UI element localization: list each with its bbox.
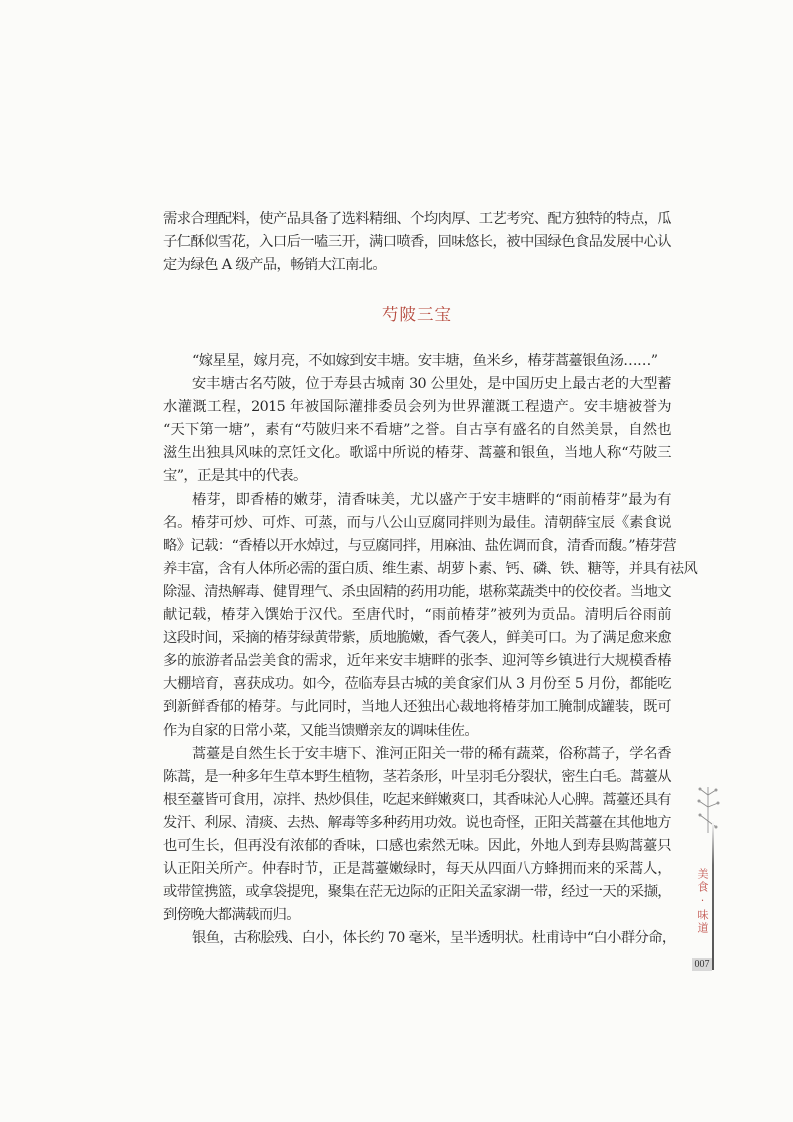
page-number: 007	[692, 958, 712, 971]
text-line: 滋生出独具风味的烹饪文化。歌谣中所说的椿芽、蒿薹和银鱼，当地人称“芍陂三	[163, 445, 671, 462]
folk-song-quote: “嫁星星，嫁月亮，不如嫁到安丰塘。安丰塘，鱼米乡，椿芽蒿薹银鱼汤……”	[192, 353, 658, 369]
text-line: 多的旅游者品尝美食的需求，近年来安丰塘畔的张李、迎河等乡镇进行大规模香椿	[163, 653, 671, 670]
text-line: 需求合理配料，使产品具备了选料精细、个均肉厚、工艺考究、配方独特的特点，瓜	[163, 211, 671, 227]
text-line: 定为绿色 A 级产品，畅销大江南北。	[163, 257, 387, 274]
text-line: 蒿薹是自然生长于安丰塘下、淮河正阳关一带的稀有蔬菜，俗称蒿子，学名香	[192, 745, 671, 762]
text-line: 安丰塘古名芍陂，位于寿县古城南 30 公里处，是中国历史上最古老的大型蓄	[192, 376, 671, 393]
text-line: 银鱼，古称脍残、白小，体长约 70 毫米，呈半透明状。杜甫诗中“白小群分命，	[192, 930, 676, 947]
section-side-tab: 美食·味道	[696, 868, 709, 935]
paragraph	[163, 373, 671, 488]
text-line: 到新鲜香郁的椿芽。与此同时，当地人还独出心裁地将椿芽加工腌制成罐装，既可	[163, 699, 671, 716]
paragraph	[163, 489, 698, 743]
text-line: 作为自家的日常小菜，又能当馈赠亲友的调味佳佐。	[163, 722, 479, 739]
text-line: 也可生长，但再没有浓郁的香味，口感也索然无味。因此，外地人到寿县购蒿薹只	[163, 837, 671, 854]
text-line: 除湿、清热解毒、健胃理气、杀虫固精的药用功能，堪称菜蔬类中的佼佼者。当地文	[163, 583, 671, 600]
text-line: 献记载，椿芽入馔始于汉代。至唐代时，“雨前椿芽”被列为贡品。清明后谷雨前	[163, 607, 671, 624]
text-line: 水灌溉工程，2015 年被国际灌排委员会列为世界灌溉工程遗产。安丰塘被誉为	[163, 399, 671, 416]
text-line: 认正阳关所产。仲春时节，正是蒿薹嫩绿时，每天从四面八方蜂拥而来的采蒿人，	[163, 861, 671, 878]
text-line: 养丰富，含有人体所必需的蛋白质、维生素、胡萝卜素、钙、磷、铁、糖等，并具有祛风	[163, 560, 698, 577]
text-line: 根至薹皆可食用，凉拌、热炒俱佳，吃起来鲜嫩爽口，其香味沁人心脾。蒿薹还具有	[163, 791, 671, 808]
text-line: 大棚培育，喜获成功。如今，莅临寿县古城的美食家们从 3 月份至 5 月份，都能吃	[163, 676, 671, 693]
margin-divider	[712, 820, 714, 970]
paragraph	[163, 927, 676, 950]
text-line: 这段时间，采摘的椿芽绿黄带紫，质地脆嫩，香气袭人，鲜美可口。为了满足愈来愈	[163, 630, 671, 647]
text-line: 发汗、利尿、清痰、去热、解毒等多种药用功效。说也奇怪，正阳关蒿薹在其他地方	[163, 814, 671, 831]
paragraph	[163, 743, 671, 928]
text-line: 宝”，正是其中的代表。	[163, 468, 307, 485]
section-body	[163, 350, 698, 950]
text-line: 名。椿芽可炒、可炸、可蒸，而与八公山豆腐同拌则为最佳。清朝薛宝辰《素食说	[163, 514, 671, 531]
text-line: 或带筐携篮，或拿袋提兜，聚集在茫无边际的正阳关孟家湖一带，经过一天的采撷，	[163, 884, 671, 901]
section-title: 芍陂三宝	[382, 305, 452, 324]
floral-ornament-icon	[694, 785, 722, 835]
text-line: 子仁酥似雪花，入口后一嗑三开，满口喷香，回味悠长，被中国绿色食品发展中心认	[163, 234, 671, 251]
text-line: 陈蒿，是一种多年生草本野生植物，茎若条形，叶呈羽毛分裂状，密生白毛。蒿薹从	[163, 768, 671, 785]
text-line: 略》记载：“香椿以开水焯过，与豆腐同拌，用麻油、盐佐调而食，清香而馥。”椿芽营	[163, 537, 677, 554]
text-line: 到傍晚大都满载而归。	[163, 907, 300, 924]
text-line: 椿芽，即香椿的嫩芽，清香味美，尤以盛产于安丰塘畔的“雨前椿芽”最为有	[192, 491, 671, 508]
intro-paragraph	[163, 208, 671, 277]
text-line: “天下第一塘”，素有“芍陂归来不看塘”之誉。自古享有盛名的自然美景，自然也	[163, 422, 671, 439]
